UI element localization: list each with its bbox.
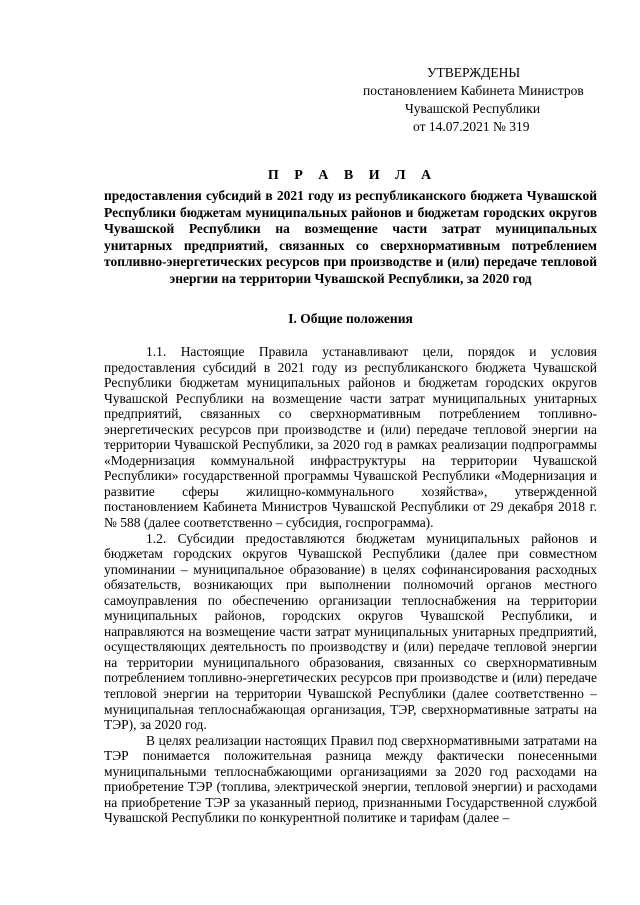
approval-stamp	[355, 64, 615, 136]
paragraph-1-2: 1.2. Субсидии предоставляются бюджетам муниципальных районов и бюджетам городских округов Чувашской Республики (далее при совместном упоминании – муниципальное образование) в целях софинансирования расходных обязательств, возникающих при выполнении полномочий органов местного самоуправления по обеспечению организации теплоснабжения на территории муниципальных районов, городских округов Чувашской Республики, и направляются на возмещение части затрат муниципальных унитарных предприятий, осуществляющих деятельность по производству и (или) передаче тепловой энергии на территории муниципального образования, связанных со сверхнормативным потреблением топливно-энергетических ресурсов при производстве и (или) передаче тепловой энергии на территории Чувашской Республики (далее соответственно – муниципальная теплоснабжающая организация, ТЭР, сверхнормативные затраты на ТЭР), за 2020 год.	[104, 530, 597, 733]
section-heading: I. Общие положения	[288, 311, 413, 326]
approval-region: Чувашской Республики	[405, 101, 541, 116]
document-title	[104, 166, 597, 288]
paragraph-1-1: 1.1. Настоящие Правила устанавливают цели, порядок и условия предоставления субсидий в 2021 году из республиканского бюджета Чувашской Республики бюджетам муниципальных районов и бюджетам городских округов Чувашской Республики на возмещение части затрат муниципальных унитарных предприятий, связанных со сверхнормативным потреблением топливно-энергетических ресурсов при производстве и (или) передаче тепловой энергии на территории Чувашской Республики, за 2020 год в рамках реализации подпрограммы «Модернизация коммунальной инфраструктуры на территории Чувашской Республики» государственной программы Чувашской Республики «Модернизация и развитие сферы жилищно-коммунального хозяйства», утвержденной постановлением Кабинета Министров Чувашской Республики от 29 декабря 2018 г. № 588 (далее соответственно – субсидия, госпрограмма).	[104, 344, 597, 531]
paragraph-definition: В целях реализации настоящих Правил под сверхнормативными затратами на ТЭР понимается положительная разница между фактически понесенными муниципальными теплоснабжающими организациями за 2020 год расходами на приобретение ТЭР (топлива, электрической энергии, тепловой энергии) и расходами на приобретение ТЭР за указанный период, признанными Государственной службой Чувашской Республики по конкурентной политике и тарифам (далее –	[104, 732, 597, 826]
document-body	[104, 344, 597, 826]
title-main: П Р А В И Л А	[267, 168, 438, 183]
title-subtitle: предоставления субсидий в 2021 году из республиканского бюджета Чувашской Республики бюджетам муниципальных районов и бюджетам городских округов Чувашской Республики на возмещение части затрат муниципальных унитарных предприятий, связанных со сверхнормативным потреблением топливно-энергетических ресурсов при производстве и (или) передаче тепловой энергии на территории Чувашской Республики, за 2020 год	[104, 188, 597, 286]
approval-title: УТВЕРЖДЕНЫ	[427, 65, 521, 80]
approval-date-number: от 14.07.2021 № 319	[413, 119, 530, 134]
approval-authority: постановлением Кабинета Министров	[363, 83, 584, 98]
